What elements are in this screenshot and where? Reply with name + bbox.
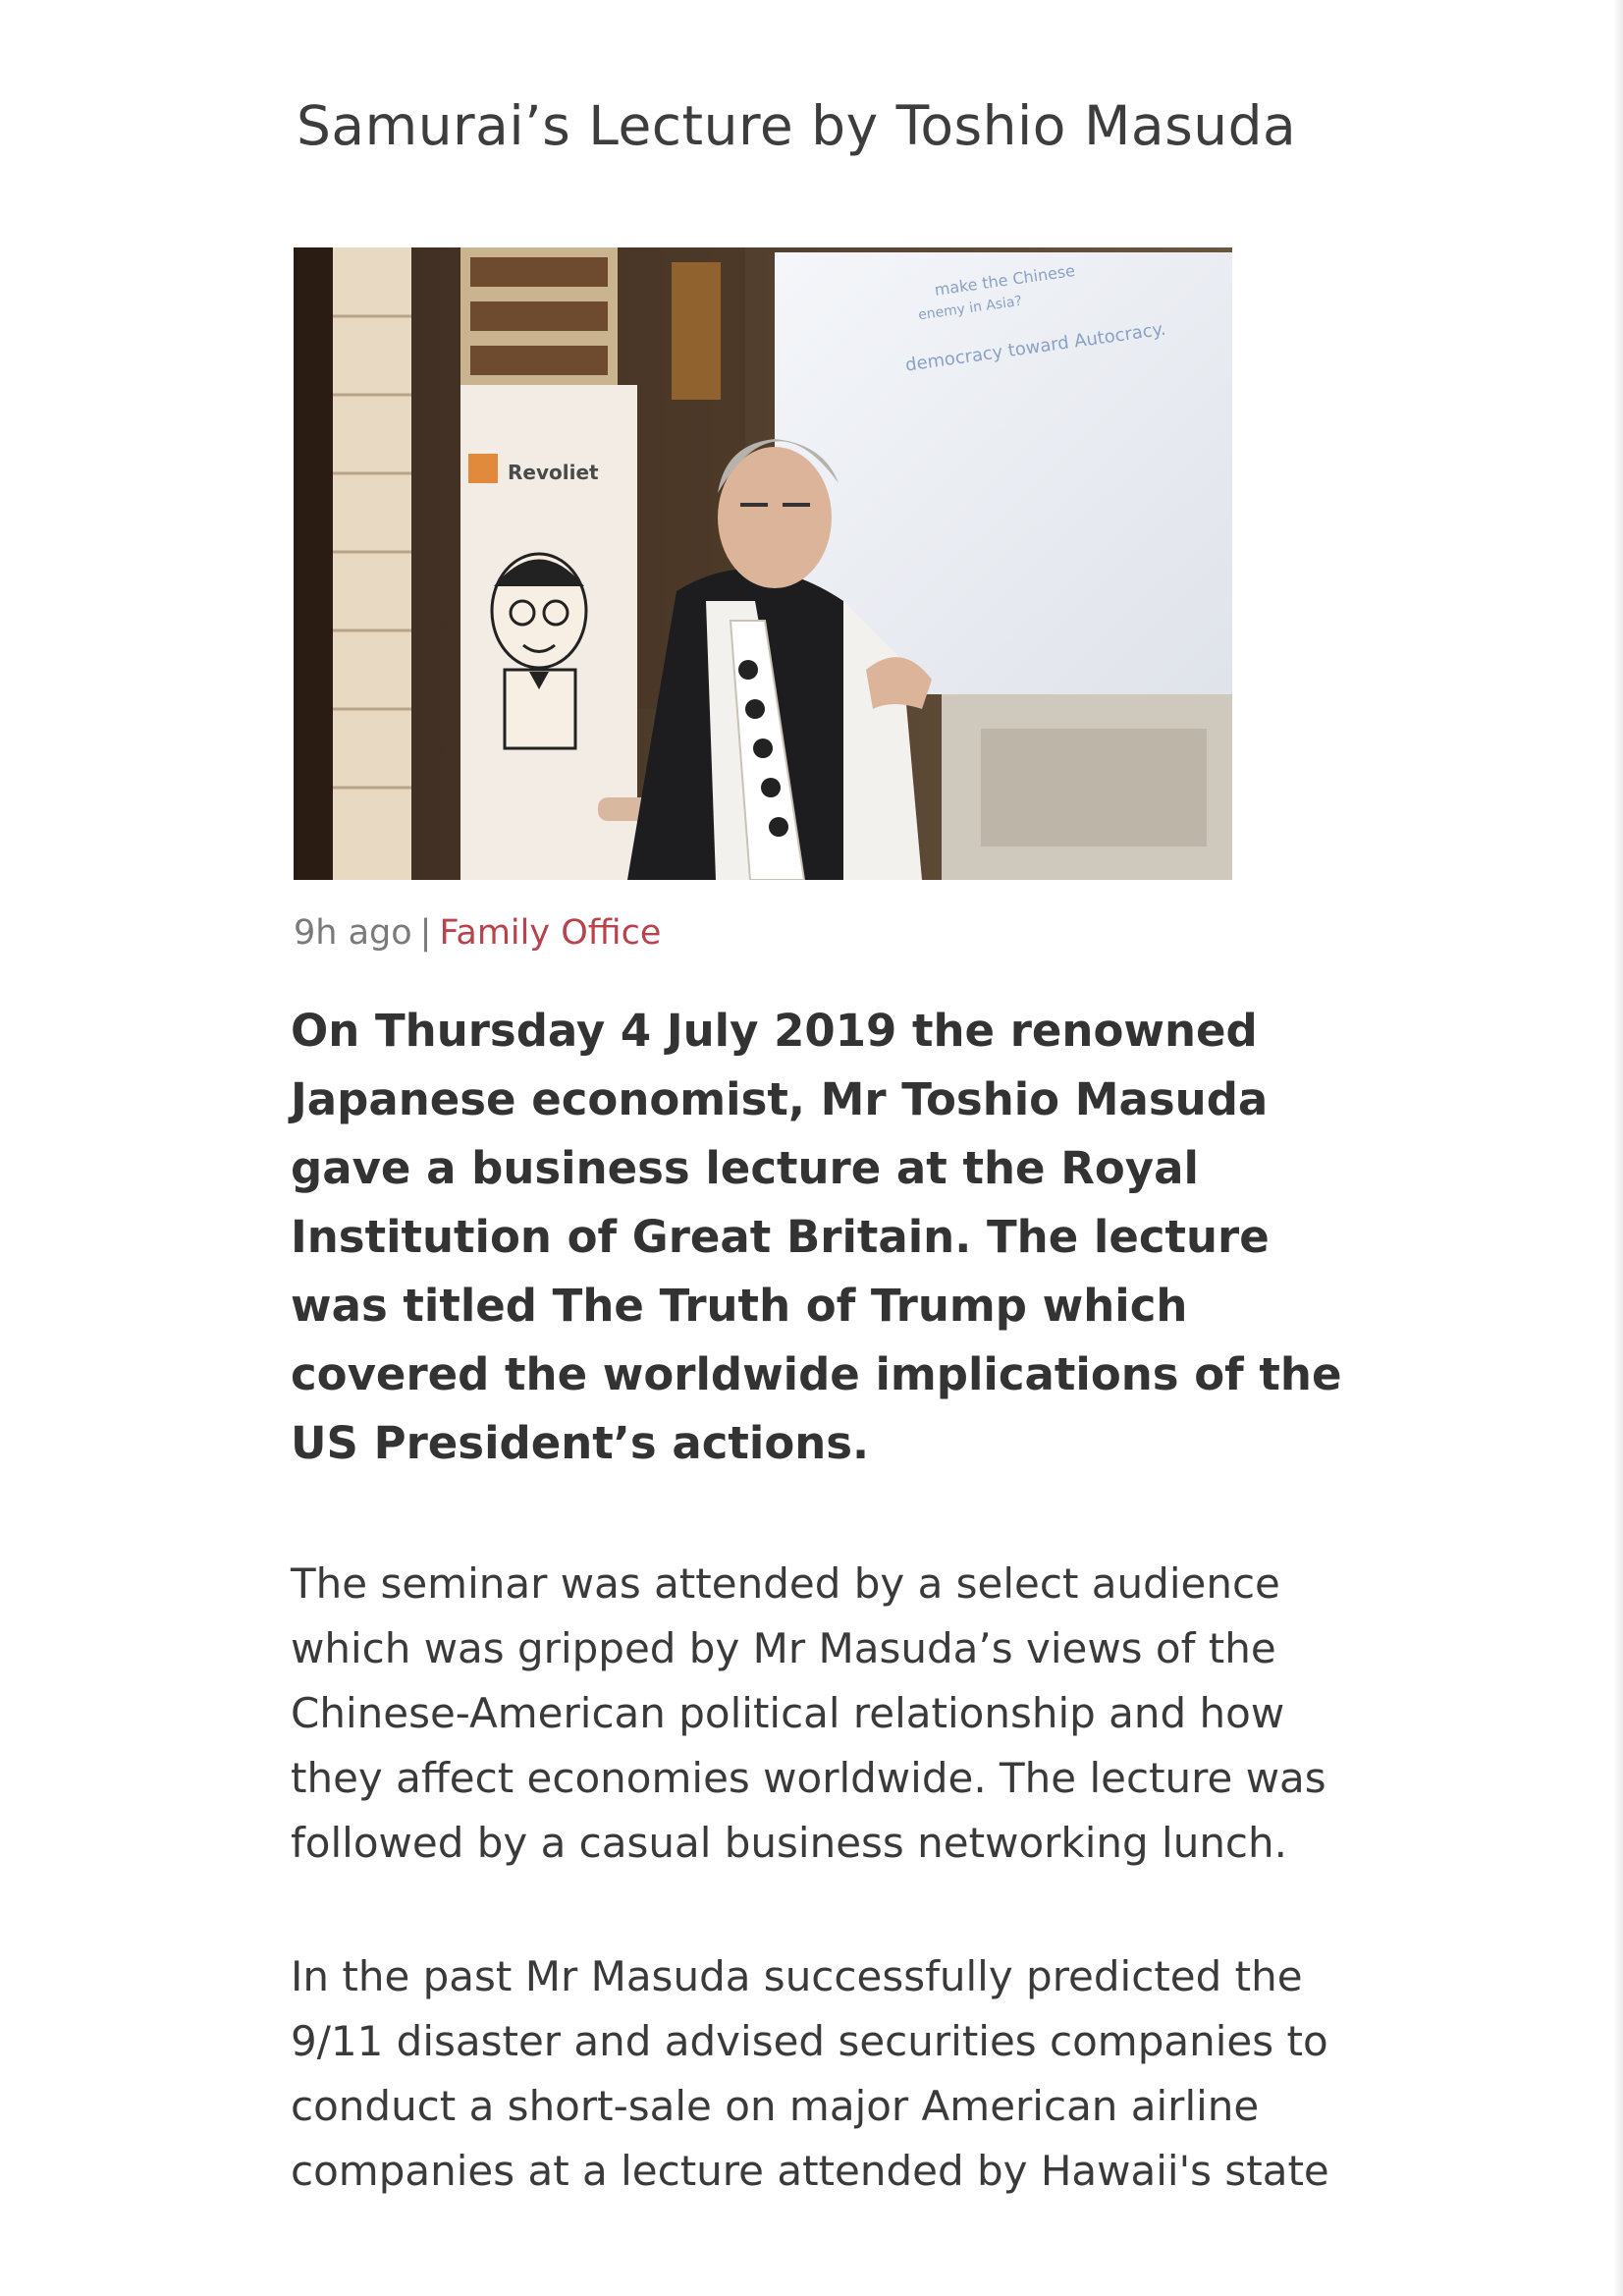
category-link[interactable]: Family Office bbox=[439, 913, 662, 953]
page-edge bbox=[1613, 0, 1623, 2296]
meta-separator: | bbox=[419, 913, 432, 953]
banner-cartoon bbox=[492, 554, 586, 748]
slide-line-2: enemy in Asia? bbox=[917, 293, 1023, 324]
article-meta bbox=[294, 913, 661, 953]
article-lead: On Thursday 4 July 2019 the renowned Japanese economist, Mr Toshio Masuda gave a business lecture at the Royal Institution of Great Britain. The lecture was titled The Truth of Trump which covered the worldwide implications of the US President’s actions. bbox=[291, 1005, 1342, 1469]
post-time: 9h ago bbox=[294, 913, 412, 953]
article-title: Samurai’s Lecture by Toshio Masuda bbox=[297, 94, 1297, 157]
banner-text: Revoliet bbox=[508, 461, 599, 484]
article-paragraph: In the past Mr Masuda successfully predicted the 9/11 disaster and advised securities companies to conduct a short-sale on major American airline companies at a lecture attended by Hawaii's state bbox=[291, 1952, 1329, 2195]
slide-line-1: make the Chinese bbox=[933, 260, 1077, 300]
article-photo bbox=[294, 247, 1232, 880]
slide-line-3: democracy toward Autocracy. bbox=[903, 318, 1167, 376]
article-paragraph: The seminar was attended by a select audience which was gripped by Mr Masuda’s views of the Chinese-American political relationship and how they affect economies worldwide. The lecture was followed by a casual business networking lunch. bbox=[291, 1559, 1326, 1867]
